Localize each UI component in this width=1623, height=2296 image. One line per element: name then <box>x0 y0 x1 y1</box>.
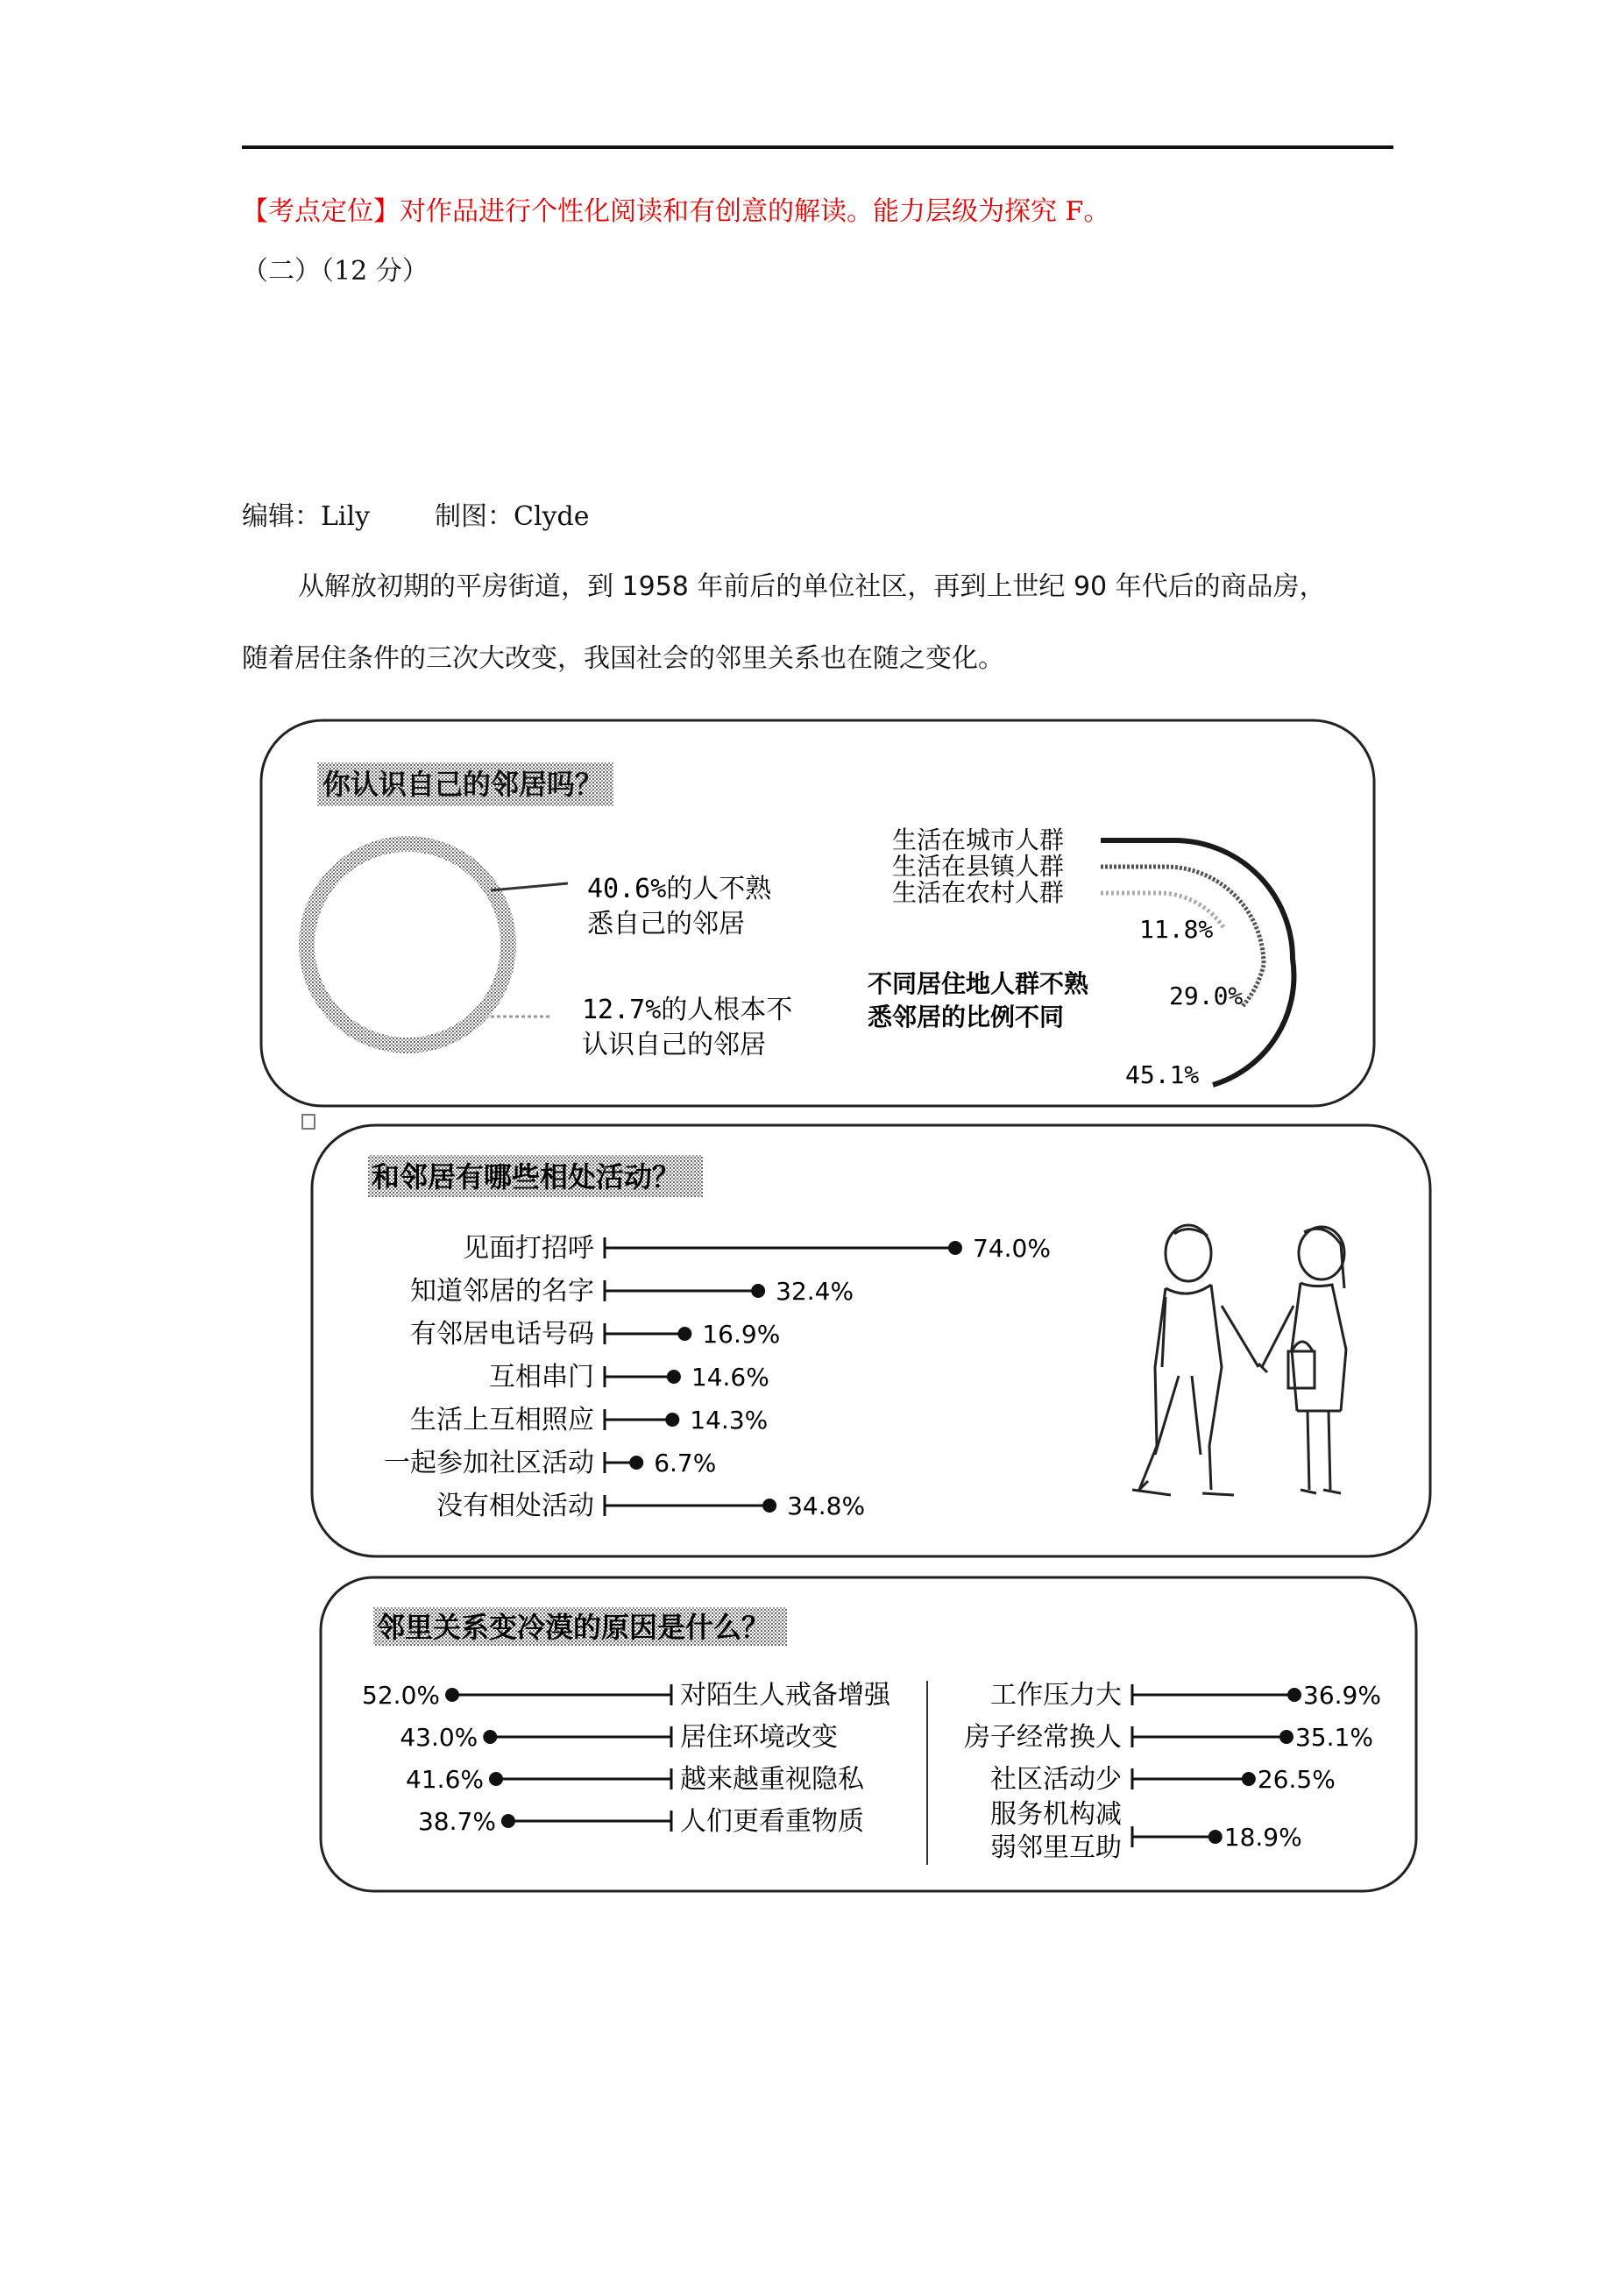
value-city: 45.1% <box>1125 1060 1200 1089</box>
note-line-2: 悉邻居的比例不同 <box>868 1003 1065 1031</box>
activity-value-label: 14.3% <box>690 1406 769 1435</box>
activity-value-label: 32.4% <box>776 1277 854 1306</box>
activity-bar-dot <box>751 1284 765 1298</box>
section-heading: （二）（12 分） <box>242 256 429 287</box>
ring-label-1b: 悉自己的邻居 <box>587 909 745 939</box>
reason-value-label: 36.9% <box>1303 1681 1381 1710</box>
reason-value-label: 43.0% <box>400 1723 478 1752</box>
value-rural: 11.8% <box>1139 915 1214 944</box>
reason-value-label: 18.9% <box>1223 1823 1302 1852</box>
intro-line-1: 从解放初期的平房街道，到 1958 年前后的单位社区，再到上世纪 90 年代后的商品房， <box>298 571 1326 602</box>
ring-chart <box>307 844 508 1045</box>
panel1-title: 你认识自己的邻居吗？ <box>322 768 604 801</box>
activity-category-label: 知道邻居的名字 <box>410 1276 594 1307</box>
kaodian-tag: 【考点定位】 <box>242 196 400 227</box>
activity-bar-dot <box>948 1241 962 1255</box>
reason-category-label: 工作压力大 <box>990 1680 1122 1711</box>
group-label-town: 生活在县镇人群 <box>892 852 1065 881</box>
reason-bar-dot <box>1279 1730 1293 1744</box>
reason-category-label: 服务机构减 <box>990 1799 1122 1830</box>
ring-label-1a: 40.6%的人不熟 <box>587 874 772 904</box>
designer-credit: 制图：Clyde <box>435 501 590 532</box>
ring-label-2a: 12.7%的人根本不 <box>582 995 793 1025</box>
reason-bar-dot <box>1242 1772 1256 1786</box>
value-town: 29.0% <box>1169 981 1244 1010</box>
editor-credit: 编辑：Lily <box>242 501 371 532</box>
activity-bar-dot <box>665 1413 679 1427</box>
activity-category-label: 见面打招呼 <box>463 1233 594 1264</box>
activity-category-label: 有邻居电话号码 <box>410 1319 594 1350</box>
kaodian-text: 对作品进行个性化阅读和有创意的解读。能力层级为探究 F。 <box>400 196 1110 227</box>
reason-value-label: 38.7% <box>417 1807 496 1836</box>
panel3-left-bars <box>362 1680 891 1837</box>
reason-value-label: 26.5% <box>1257 1765 1336 1794</box>
activity-value-label: 16.9% <box>702 1320 781 1349</box>
group-label-city: 生活在城市人群 <box>892 826 1065 854</box>
reason-bar-dot <box>1208 1830 1223 1844</box>
panel3-title: 邻里关系变冷漠的原因是什么？ <box>377 1611 770 1644</box>
reason-category-label: 越来越重视隐私 <box>680 1764 864 1795</box>
activity-bar-dot <box>667 1370 681 1384</box>
activity-bar-dot <box>762 1499 776 1513</box>
activity-bar-dot <box>629 1456 643 1470</box>
reason-bar-dot <box>1287 1688 1301 1702</box>
reason-category-label: 人们更看重物质 <box>680 1806 864 1837</box>
panel2-bars <box>384 1233 1051 1521</box>
intro-line-2: 随着居住条件的三次大改变，我国社会的邻里关系也在随之变化。 <box>242 643 1004 674</box>
cursor-glyph <box>302 1115 315 1129</box>
activity-bar-dot <box>677 1327 691 1341</box>
panel3-right-bars <box>964 1680 1381 1863</box>
reason-value-label: 41.6% <box>406 1765 484 1794</box>
reason-category-label: 房子经常换人 <box>964 1722 1122 1753</box>
note-line-1: 不同居住地人群不熟 <box>868 969 1089 998</box>
reason-category-label: 对陌生人戒备增强 <box>680 1680 890 1711</box>
reason-category-label: 居住环境改变 <box>680 1722 838 1753</box>
activity-category-label: 互相串门 <box>489 1362 594 1392</box>
ring-label-2b: 认识自己的邻居 <box>582 1030 766 1060</box>
reason-value-label: 35.1% <box>1294 1723 1373 1752</box>
reason-value-label: 52.0% <box>362 1681 440 1710</box>
reason-category-label: 社区活动少 <box>990 1764 1122 1795</box>
group-label-rural: 生活在农村人群 <box>892 878 1065 907</box>
activity-value-label: 34.8% <box>787 1492 866 1520</box>
activity-category-label: 一起参加社区活动 <box>384 1448 594 1478</box>
handshake-illustration <box>1132 1225 1346 1495</box>
reason-category-label: 弱邻里互助 <box>990 1832 1122 1863</box>
activity-category-label: 没有相处活动 <box>436 1491 594 1521</box>
activity-value-label: 6.7% <box>654 1449 717 1478</box>
ring-leader-1 <box>491 883 568 890</box>
activity-value-label: 74.0% <box>973 1234 1051 1263</box>
panel2-title: 和邻居有哪些相处活动？ <box>372 1160 681 1194</box>
activity-category-label: 生活上互相照应 <box>410 1405 594 1435</box>
activity-value-label: 14.6% <box>691 1363 769 1392</box>
